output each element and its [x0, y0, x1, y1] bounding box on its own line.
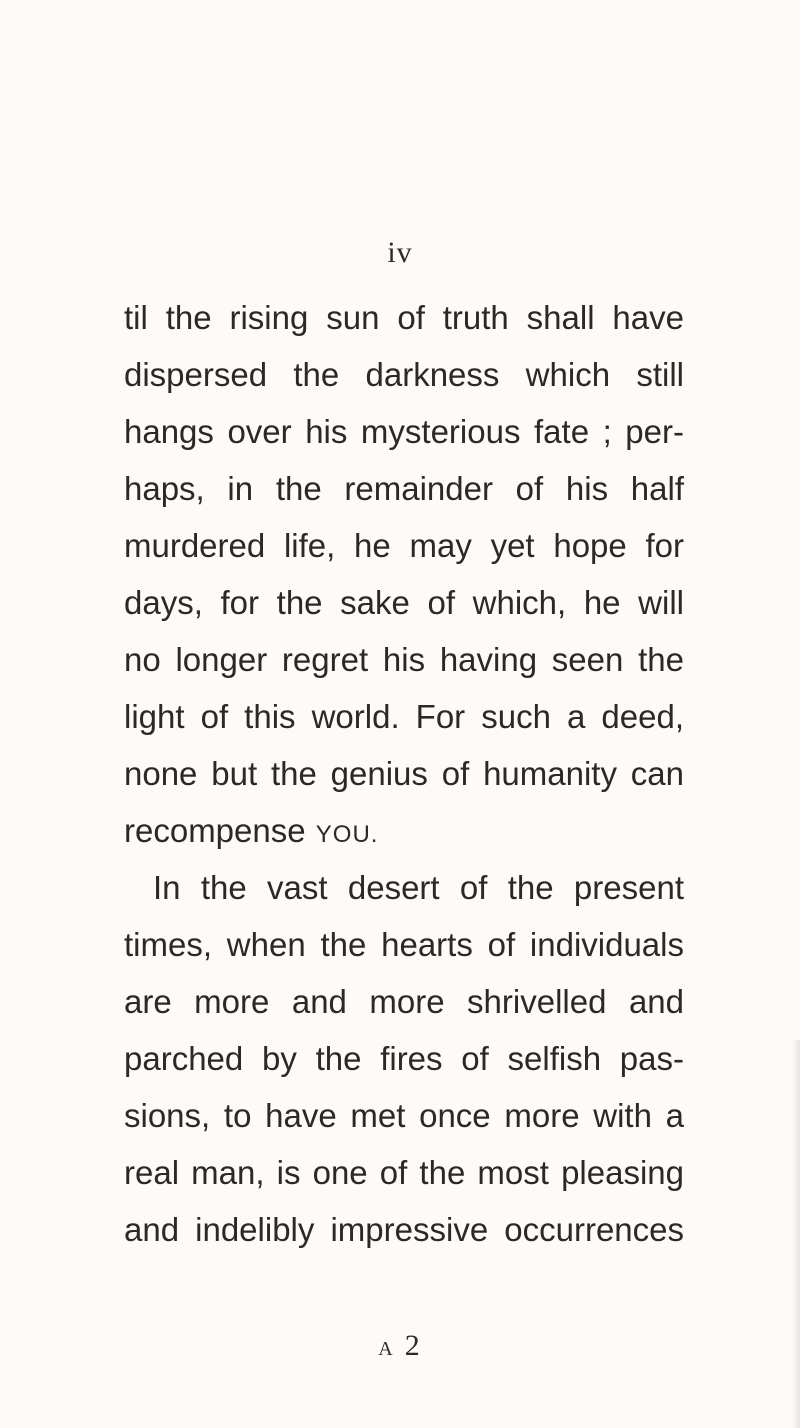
text-line: and indelibly impressive occurrences — [124, 1211, 684, 1248]
text-line: times, when the hearts of individuals — [124, 926, 684, 963]
text-line: days, for the sake of which, he will — [124, 584, 684, 621]
signature-mark — [0, 1329, 800, 1363]
text-fragment: recompense — [124, 812, 316, 849]
signature-letter: A — [378, 1338, 395, 1360]
text-line: dispersed the darkness which still — [124, 356, 684, 393]
text-line: are more and more shrivelled and — [124, 983, 684, 1020]
text-line: parched by the fires of selfish pas- — [124, 1040, 684, 1077]
text-line: haps, in the remainder of his half — [124, 470, 684, 507]
text-line: light of this world. For such a deed, — [124, 698, 684, 735]
text-line: hangs over his mysterious fate ; per- — [124, 413, 684, 450]
page-number: iv — [387, 236, 413, 269]
text-line-recompense — [124, 807, 684, 855]
signature-number: 2 — [404, 1329, 422, 1362]
text-line: til the rising sun of truth shall have — [124, 299, 684, 336]
text-line: real man, is one of the most pleasing — [124, 1154, 684, 1191]
text-line: none but the genius of humanity can — [124, 755, 684, 792]
page-edge-shadow — [792, 1040, 800, 1428]
text-line: murdered life, he may yet hope for — [124, 527, 684, 564]
text-line: no longer regret his having seen the — [124, 641, 684, 678]
smallcaps-word: YOU. — [315, 821, 379, 848]
text-line: sions, to have met once more with a — [124, 1097, 684, 1134]
paragraph-first-line: In the vast desert of the present — [153, 869, 684, 906]
